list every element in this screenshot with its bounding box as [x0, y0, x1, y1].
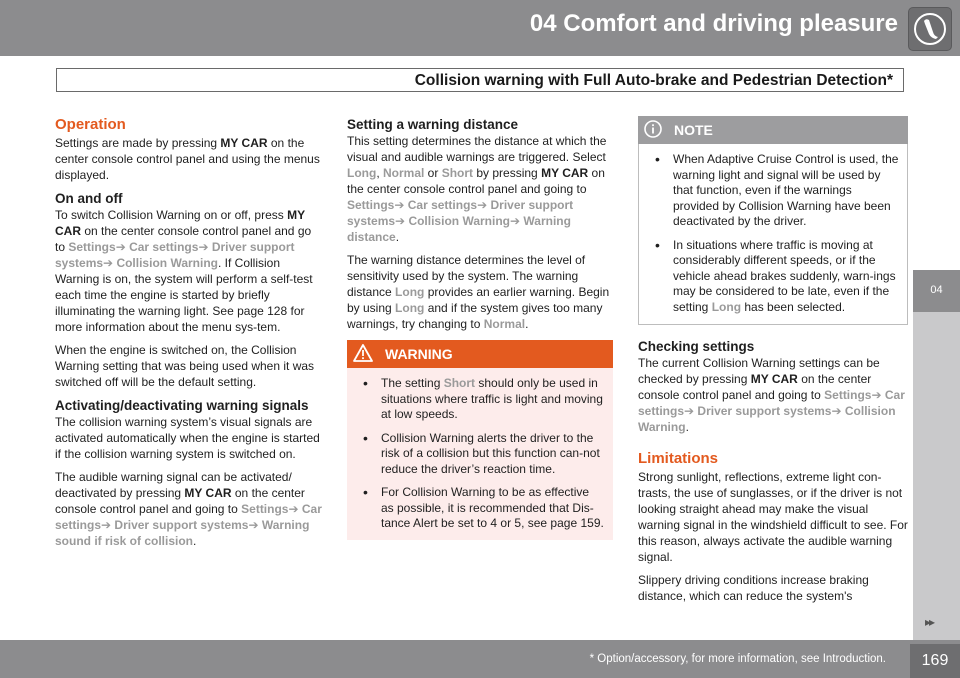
- continue-arrows-icon: ▸▸: [925, 615, 934, 629]
- warning-item: • For Collision Warning to be as effective as possible, it is recommended that Dis-tance Alert be set to 4 or 5, see page 159.: [355, 485, 605, 532]
- page-number: 169: [910, 644, 960, 678]
- chapter-tab-strip: [913, 312, 960, 654]
- default-setting-paragraph: When the engine is switched on, the Collision Warning setting that was being used when it was switched off will be the default setting.: [55, 343, 315, 389]
- heading-activating: Activating/deactivating warning signals: [55, 398, 309, 413]
- warning-title: WARNING: [385, 346, 453, 362]
- limitations-paragraph-1: Strong sunlight, reflections, extreme light con-trasts, the use of sunglasses, or if the driver is not looking straight ahead may make the visual warning signal in the windshield difficult to see. For this reason, always activate the audible warning signal.: [638, 470, 908, 564]
- warning-body: [347, 368, 613, 540]
- column-3: [638, 113, 908, 611]
- note-item: • In situations where traffic is moving at considerably different speeds, or if the vehicle ahead brakes suddenly, warn-ings may be considered to be late, even if the setting Long has been selected.: [647, 238, 899, 316]
- chapter-tab-label: 04: [930, 284, 943, 296]
- warning-distance-paragraph: This setting determines the distance at which the visual and audible warnings are triggered. Select Long, Normal or Short by pressing MY CAR on the center console control panel and going to Settings➔ Car settings➔ Driver support systems➔ Collision Warning➔ Warning distance.: [347, 134, 607, 244]
- seat-belt-icon: [908, 7, 952, 51]
- visual-signal-paragraph: The collision warning system’s visual signals are activated automatically when the engine is started if the collision warning system is switched on.: [55, 415, 320, 461]
- heading-on-and-off: On and off: [55, 191, 123, 206]
- column-1: [55, 113, 323, 556]
- section-title: Collision warning with Full Auto-brake and Pedestrian Detection*: [414, 72, 893, 89]
- warning-triangle-icon: [353, 344, 373, 365]
- on-off-paragraph: To switch Collision Warning on or off, press MY CAR on the center console control panel and go to Settings➔ Car settings➔ Driver support systems➔ Collision Warning. If Collision Warning is on, the system will perform a self-test each time the engine is started by briefly illuminating the warning light. See page 128 for more information about the menu sys-tem.: [55, 208, 313, 334]
- sensitivity-paragraph: The warning distance determines the level of sensitivity used by the system. The warning distance Long provides an earlier warning. Begin by using Long and if the system gives too many warnings, try changing to Normal.: [347, 253, 610, 331]
- column-2: [347, 113, 613, 540]
- warning-item: • Collision Warning alerts the driver to the risk of a collision but this function can-not reduce the driver’s reaction time.: [355, 431, 605, 478]
- note-item: • When Adaptive Cruise Control is used, the warning light and signal will be used by that function, even if the warnings provided by Collision Warning have been deactivated by the driver.: [647, 152, 899, 230]
- audible-signal-paragraph: The audible warning signal can be activated/ deactivated by pressing MY CAR on the center console control panel and going to Settings➔ Car settings➔ Driver support systems➔ Warning sound if risk of collision.: [55, 470, 322, 548]
- warning-box: [347, 340, 613, 540]
- heading-warning-distance: Setting a warning distance: [347, 117, 519, 132]
- heading-operation: Operation: [55, 116, 126, 133]
- warning-header: [347, 340, 613, 368]
- info-circle-icon: [644, 120, 662, 141]
- note-box: [638, 116, 908, 325]
- note-title: NOTE: [674, 122, 713, 138]
- chapter-title: 04 Comfort and driving pleasure: [529, 10, 898, 37]
- heading-limitations: Limitations: [638, 450, 719, 467]
- section-title-box: [56, 68, 904, 92]
- footer-note: * Option/accessory, for more information, see Introduction.: [589, 653, 886, 665]
- note-body: [638, 144, 908, 325]
- warning-item: • The setting Short should only be used in situations where traffic is light and moving at low speeds.: [355, 376, 605, 423]
- note-header: [638, 116, 908, 144]
- heading-checking-settings: Checking settings: [638, 339, 755, 354]
- limitations-paragraph-2: Slippery driving conditions increase braking distance, which can reduce the system's: [638, 573, 869, 603]
- operation-paragraph: Settings are made by pressing MY CAR on the center console control panel and using the menus displayed.: [55, 136, 320, 182]
- checking-paragraph: The current Collision Warning settings can be checked by pressing MY CAR on the center console control panel and going to Settings➔ Car settings➔ Driver support systems➔ Collision Warning.: [638, 356, 905, 434]
